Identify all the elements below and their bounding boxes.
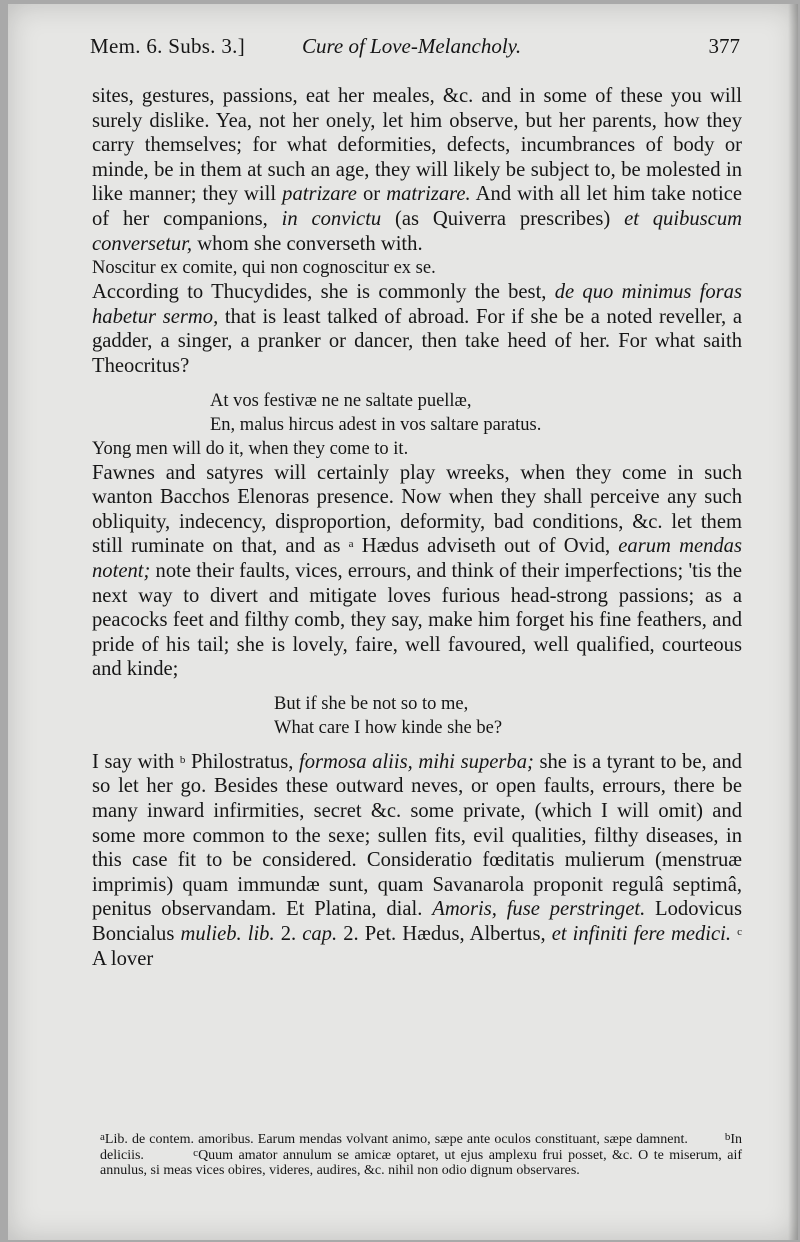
italic-run: cap. — [302, 923, 338, 946]
footnote-b-mark: b — [724, 1131, 731, 1143]
footnote-marker-c: c — [737, 926, 742, 939]
book-page — [8, 4, 798, 1240]
italic-run: de quo minimus foras habetur sermo, — [92, 281, 742, 328]
latin-quote: Noscitur ex comite, qui non cognoscitur ex se. — [92, 258, 436, 279]
text-run: or — [356, 183, 387, 206]
text-run: And with all let him take notice of her companions, — [92, 183, 742, 230]
verse-line: But if she be not so to me, — [274, 693, 469, 714]
header-section: Mem. 6. Subs. 3.] — [90, 34, 246, 58]
text-run: I say with — [92, 750, 180, 773]
footnotes-text — [100, 1132, 742, 1179]
italic-run: et infiniti fere medici. — [551, 923, 732, 946]
text-run: 2. — [274, 923, 303, 946]
footnote-c-mark: c — [193, 1146, 199, 1159]
text-run: (as Quiverra prescribes) — [381, 207, 625, 230]
footnote-marker-b: b — [179, 753, 186, 766]
text-run: 2. Pet. Hædus, Albertus, — [337, 923, 552, 946]
main-text — [92, 84, 742, 971]
text-run: According to Thucydides, she is commonly the best, — [92, 281, 555, 304]
verse-translation: Yong men will do it, when they come to it. — [92, 438, 409, 459]
verse-line: En, malus hircus adest in vos saltare paratus. — [210, 414, 542, 435]
italic-run: earum mendas notent; — [92, 535, 742, 582]
verse-line: What care I how kinde she be? — [274, 717, 503, 738]
text-run: Hædus adviseth out of Ovid, — [353, 535, 619, 558]
text-run: sites, gestures, passions, eat her meales, &c. and in some of these you will surely dislike. Yea, not her onely, let him observe, but her parents, how they carry themselves; for what deformities, defects, incumbrances of body or minde, be in them at such an age, they will likely be subject to, be molested in like manner; they will — [92, 85, 742, 206]
footnote-a: Lib. de contem. amoribus. Earum mendas volvant animo, sæpe ante oculos constituant, sæpe damnent. — [104, 1132, 688, 1147]
italic-run: et quibuscum conversetur, — [92, 207, 742, 255]
italic-run: matrizare. — [386, 183, 471, 206]
verse-couplet — [274, 692, 742, 740]
verse-theocritus — [210, 389, 742, 437]
text-run: whom she converseth with. — [192, 232, 423, 255]
italic-run: in convictu — [281, 207, 382, 230]
paragraph-4 — [92, 750, 742, 971]
verse-line: At vos festivæ ne ne saltate puellæ, — [210, 390, 472, 411]
page-edge-shadow — [788, 4, 798, 1240]
text-run: that is least talked of abroad. For if she be a noted reveller, a gadder, a singer, a pranker or dancer, then take heed of her. For what saith Theocritus? — [92, 305, 742, 377]
paragraph-3 — [92, 461, 742, 682]
text-run: Fawnes and satyres will certainly play wreeks, when they come in such wanton Bacchos Elenoras presence. Now when they shall perceive any such obliquity, indecency, disproportion, deformity, bad conditions, &c. let them still ruminate on that, and as — [92, 461, 742, 558]
text-run: Lodovicus Boncialus — [92, 898, 742, 946]
paragraph-2 — [92, 280, 742, 378]
text-run: note their faults, vices, errours, and think of their imperfections; 'tis the next way to divert and mitigate loves furious head-strong passions; as a peacocks feet and filthy comb, they say, make him forget his fine feathers, and pride of his tail; she is lovely, faire, well favoured, well qualified, courteous and kinde; — [92, 559, 742, 681]
footnote-b: In deliciis. — [100, 1132, 743, 1163]
running-header — [90, 34, 740, 68]
italic-run: formosa aliis, mihi superba; — [299, 750, 534, 773]
footnote-a-mark: a — [100, 1131, 105, 1143]
text-run: Philostratus, — [185, 750, 299, 773]
page-number: 377 — [708, 34, 740, 58]
text-run: A lover — [92, 947, 154, 970]
header-title: Cure of Love-Melancholy. — [302, 34, 522, 58]
footnote-c: Quum amator annulum se amicæ optaret, ut ejus amplexu frui posset, &c. O te miserum, aif annulus, si meas vices obires, videres, audires, &c. nihil non odio dignum observares. — [100, 1147, 742, 1178]
italic-run: mulieb. lib. — [180, 923, 275, 946]
footnotes — [100, 1132, 742, 1179]
italic-run: Amoris, fuse perstringet. — [432, 898, 646, 921]
italic-run: patrizare — [282, 183, 357, 206]
footnote-marker-a: a — [348, 538, 354, 551]
text-run: she is a tyrant to be, and so let her go. Besides these outward neves, or open faults, errours, there be many inward infirmities, secret &c. some private, (which I will omit) and some more common to the sexe; sullen fits, evil qualities, filthy diseases, in this case fit to be considered. Consideratio fœditatis mulierum (menstruæ imprimis) quam immundæ sunt, quam Savanarola proponit regulâ septimâ, penitus observandam. Et Platina, dial. — [92, 750, 742, 921]
paragraph-1 — [92, 84, 742, 256]
